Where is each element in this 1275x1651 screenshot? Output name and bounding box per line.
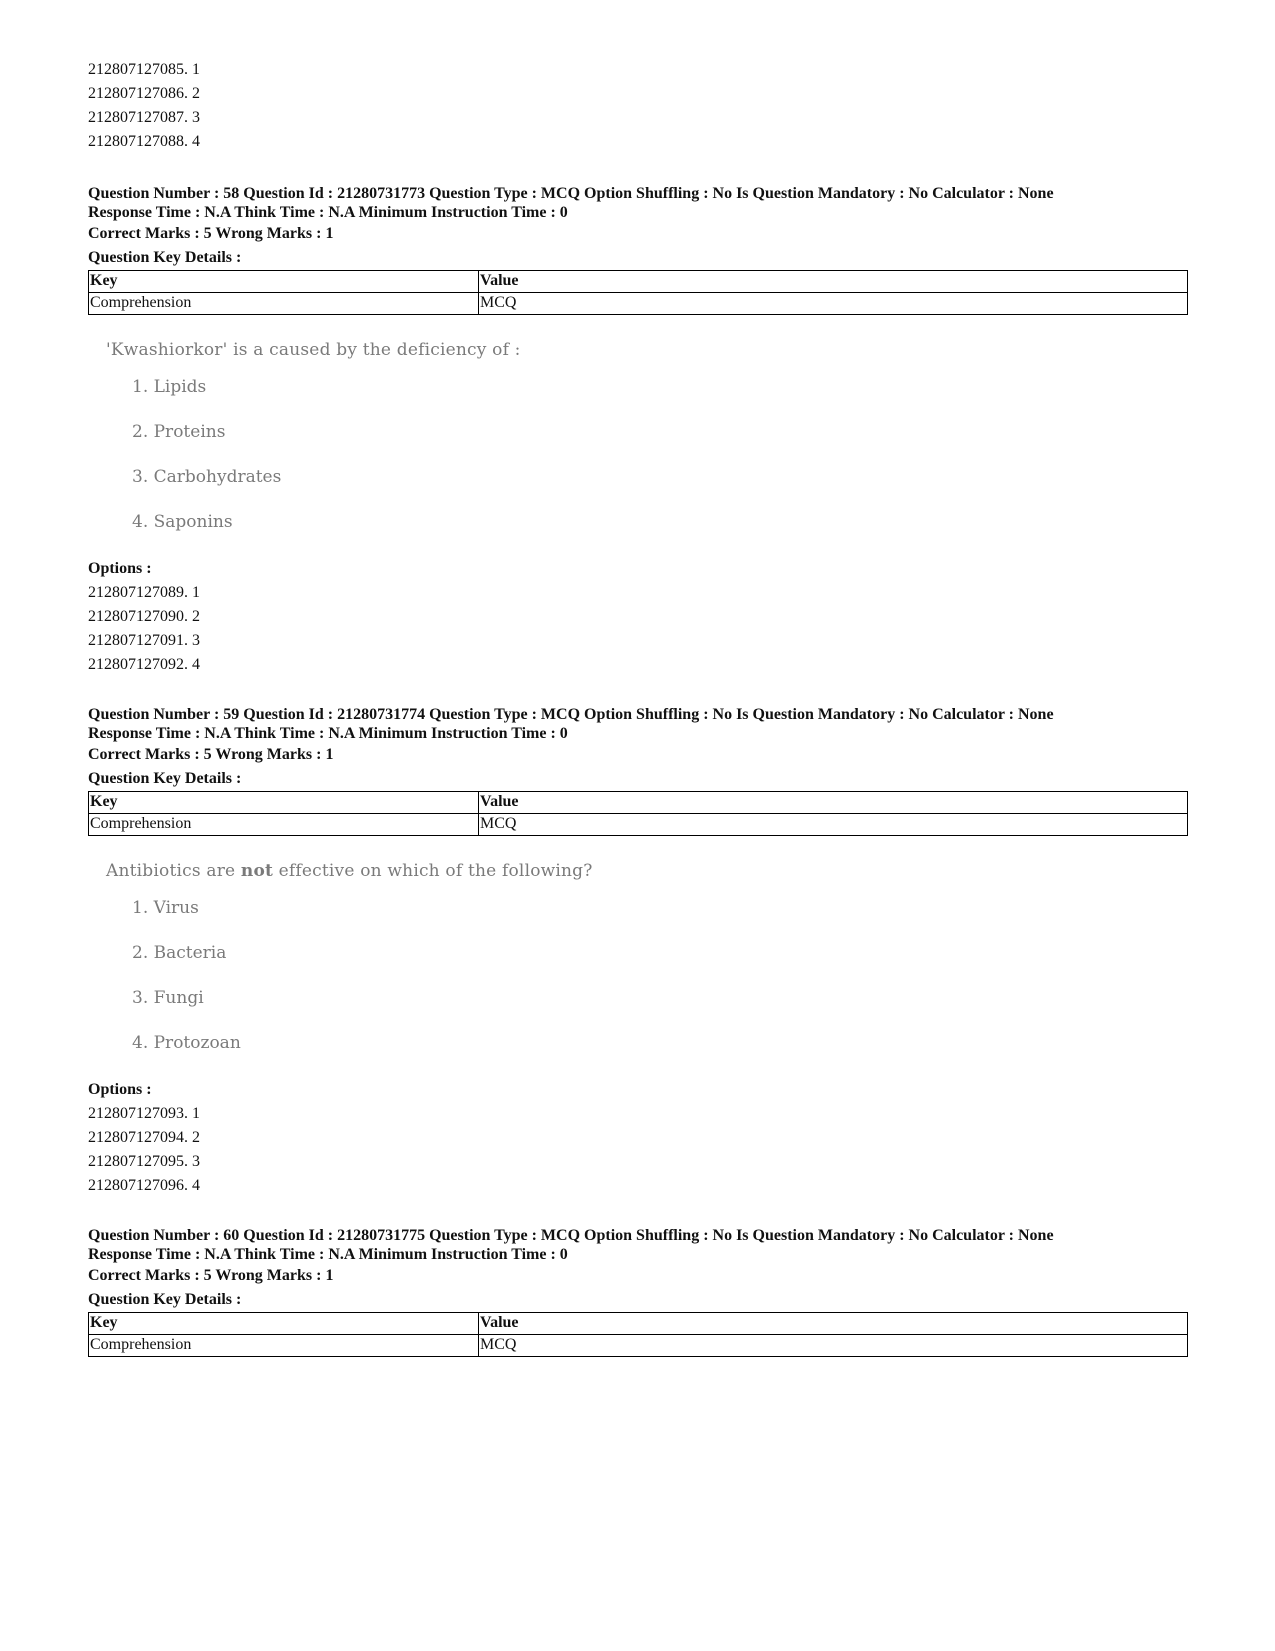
question-stem: 'Kwashiorkor' is a caused by the deficiency of : xyxy=(106,340,521,360)
table-cell: Value xyxy=(479,271,1188,293)
key-details-label: Question Key Details : xyxy=(88,770,242,787)
table-cell: Key xyxy=(89,271,479,293)
option-line: 212807127087. 3 xyxy=(88,109,200,126)
table-row xyxy=(89,293,1188,315)
key-details-label: Question Key Details : xyxy=(88,249,242,266)
options-label: Options : xyxy=(88,560,152,577)
table-cell: Value xyxy=(479,792,1188,814)
question-header: Question Number : 60 Question Id : 21280731775 Question Type : MCQ Option Shuffling : No Is Question Mandatory : No Calculator : None xyxy=(88,1227,1054,1244)
table-cell: Comprehension xyxy=(89,1335,479,1357)
answer-choice: 1. Virus xyxy=(132,898,199,918)
table-cell: Key xyxy=(89,1313,479,1335)
key-details-table xyxy=(88,270,1188,315)
top-options-list xyxy=(88,58,1188,154)
stem-text: effective on which of the following? xyxy=(273,861,593,881)
option-line: 212807127088. 4 xyxy=(88,133,200,150)
question-58-block xyxy=(88,184,1188,677)
question-stem xyxy=(106,856,1188,886)
answer-choice: 2. Bacteria xyxy=(132,943,227,963)
table-row xyxy=(89,814,1188,836)
option-line: 212807127092. 4 xyxy=(88,656,200,673)
table-header-row xyxy=(89,1313,1188,1335)
key-details-table xyxy=(88,791,1188,836)
option-line: 212807127085. 1 xyxy=(88,61,200,78)
question-image xyxy=(106,856,1188,1066)
option-line: 212807127094. 2 xyxy=(88,1129,200,1146)
answer-choice: 3. Carbohydrates xyxy=(132,467,282,487)
key-details-table xyxy=(88,1312,1188,1357)
document-page xyxy=(88,58,1188,1357)
table-cell: Comprehension xyxy=(89,293,479,315)
question-header: Question Number : 58 Question Id : 21280731773 Question Type : MCQ Option Shuffling : No Is Question Mandatory : No Calculator : None xyxy=(88,185,1054,202)
options-label: Options : xyxy=(88,1081,152,1098)
option-line: 212807127090. 2 xyxy=(88,608,200,625)
table-cell: MCQ xyxy=(479,1335,1188,1357)
table-cell: Value xyxy=(479,1313,1188,1335)
answer-choice: 2. Proteins xyxy=(132,422,226,442)
question-59-block xyxy=(88,705,1188,1198)
option-line: 212807127095. 3 xyxy=(88,1153,200,1170)
stem-text: Antibiotics are xyxy=(106,861,241,881)
table-cell: Comprehension xyxy=(89,814,479,836)
table-cell: MCQ xyxy=(479,293,1188,315)
answer-choice: 3. Fungi xyxy=(132,988,204,1008)
question-image xyxy=(106,335,1188,545)
table-header-row xyxy=(89,271,1188,293)
table-row xyxy=(89,1335,1188,1357)
option-line: 212807127091. 3 xyxy=(88,632,200,649)
question-header: Question Number : 59 Question Id : 21280731774 Question Type : MCQ Option Shuffling : No Is Question Mandatory : No Calculator : None xyxy=(88,706,1054,723)
question-marks: Correct Marks : 5 Wrong Marks : 1 xyxy=(88,225,334,242)
question-marks: Correct Marks : 5 Wrong Marks : 1 xyxy=(88,746,334,763)
option-line: 212807127089. 1 xyxy=(88,584,200,601)
table-header-row xyxy=(89,792,1188,814)
question-60-block xyxy=(88,1226,1188,1357)
question-header-timing: Response Time : N.A Think Time : N.A Minimum Instruction Time : 0 xyxy=(88,204,568,221)
question-header-timing: Response Time : N.A Think Time : N.A Minimum Instruction Time : 0 xyxy=(88,1246,568,1263)
option-line: 212807127086. 2 xyxy=(88,85,200,102)
question-marks: Correct Marks : 5 Wrong Marks : 1 xyxy=(88,1267,334,1284)
stem-emphasis: not xyxy=(240,861,274,881)
option-line: 212807127093. 1 xyxy=(88,1105,200,1122)
answer-choice: 4. Saponins xyxy=(132,512,233,532)
key-details-label: Question Key Details : xyxy=(88,1291,242,1308)
answer-choice: 1. Lipids xyxy=(132,377,207,397)
table-cell: Key xyxy=(89,792,479,814)
question-header-timing: Response Time : N.A Think Time : N.A Minimum Instruction Time : 0 xyxy=(88,725,568,742)
answer-choice: 4. Protozoan xyxy=(132,1033,241,1053)
table-cell: MCQ xyxy=(479,814,1188,836)
option-line: 212807127096. 4 xyxy=(88,1177,200,1194)
